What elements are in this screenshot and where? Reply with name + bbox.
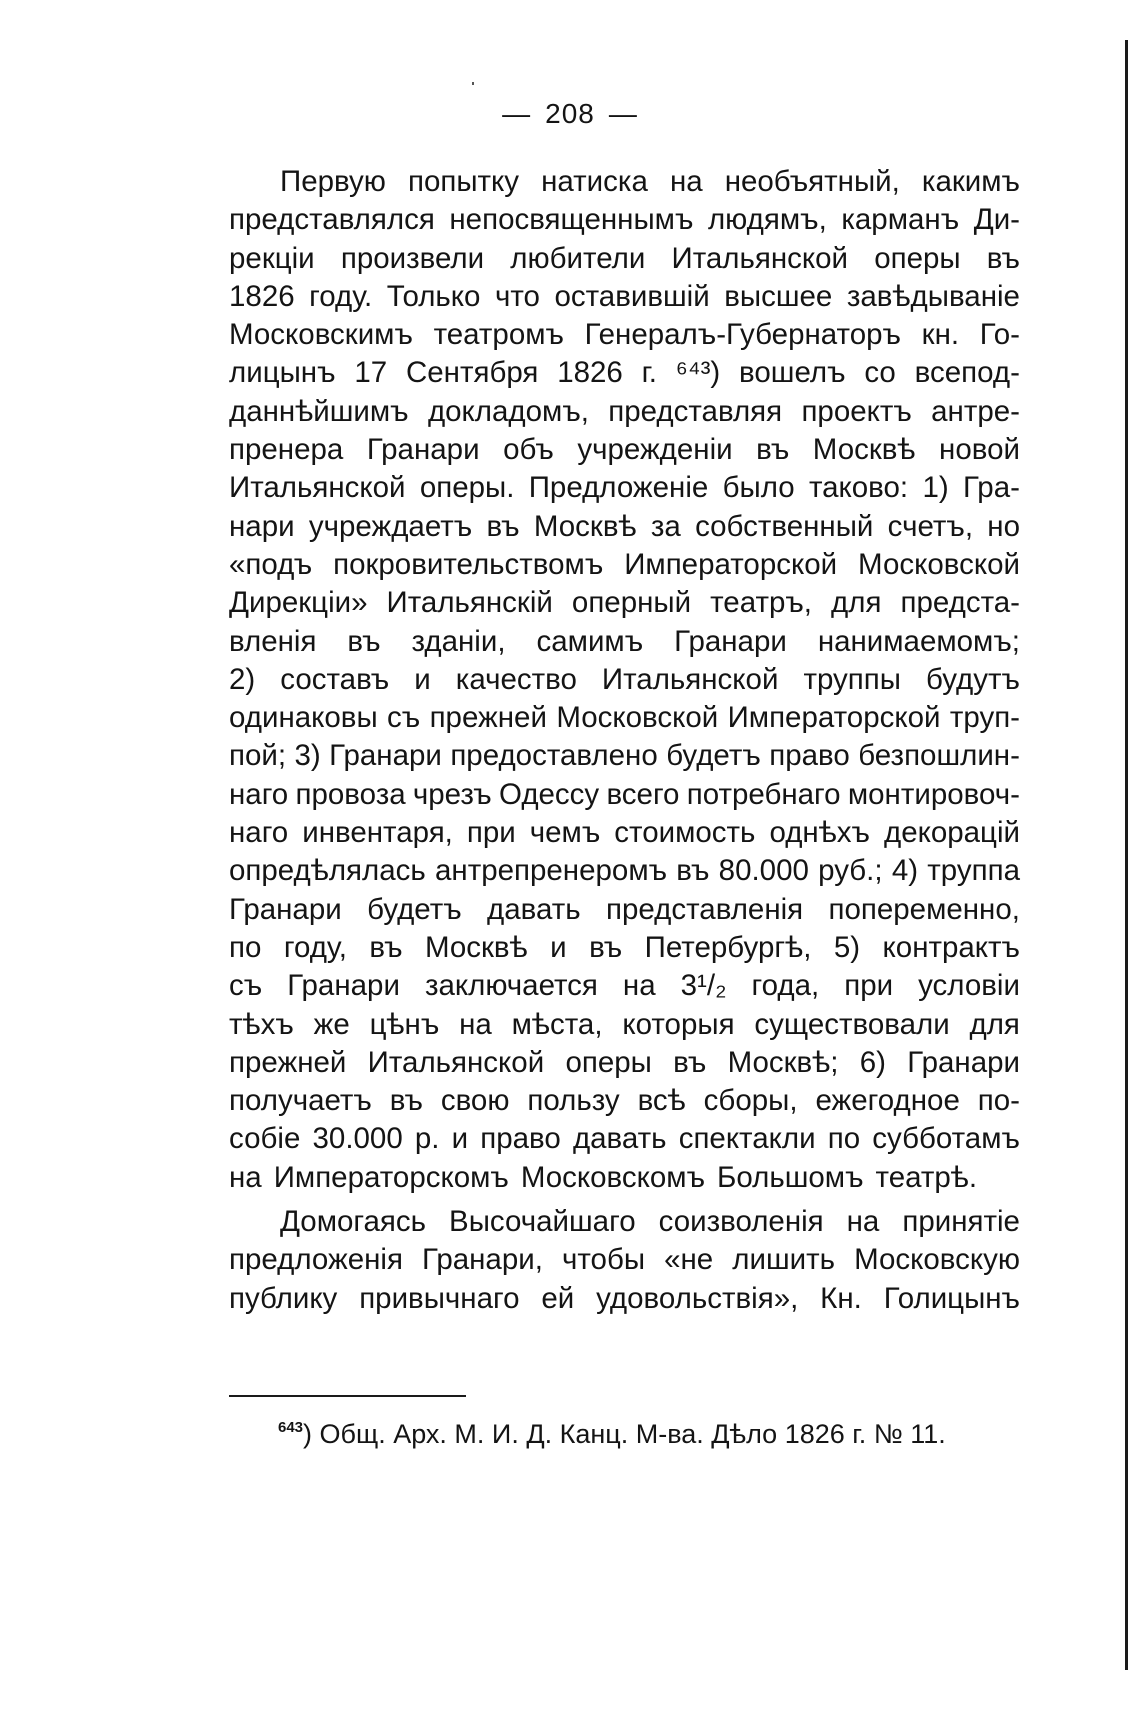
word: представляя [608, 394, 783, 428]
word: наго [229, 777, 289, 811]
word: зданіи, [411, 624, 506, 658]
word: Итальянской [601, 662, 779, 696]
text-line [229, 891, 1020, 929]
text-line [229, 776, 1020, 814]
word: высшее [724, 279, 833, 313]
word: лицынъ [229, 356, 336, 390]
word: представленія [606, 892, 804, 926]
word: Кн. [820, 1281, 862, 1315]
word: оперный [571, 586, 692, 620]
text-line [229, 393, 1020, 431]
text-line [229, 316, 1020, 354]
word: пользу [527, 1084, 620, 1118]
word: Гранари [907, 1045, 1020, 1079]
word: предста- [900, 586, 1020, 620]
word: въ [486, 509, 520, 543]
text-line [229, 1006, 1020, 1044]
word: цѣнъ [369, 1007, 440, 1041]
word: 1) [922, 471, 949, 505]
word: съ [229, 969, 263, 1003]
word: оперы [565, 1045, 652, 1079]
word: пой; [229, 739, 287, 773]
word: Москвѣ [424, 930, 528, 964]
word: на [229, 1160, 262, 1194]
word: Итальянской [229, 471, 406, 505]
word: новой [939, 433, 1020, 467]
word: представлялся [229, 203, 435, 237]
word: всего [606, 777, 680, 811]
word: право [480, 1122, 561, 1156]
word: прежней [429, 701, 547, 735]
word: «подъ [229, 547, 313, 581]
word: 6) [859, 1045, 886, 1079]
scan-edge-line [1125, 40, 1128, 1670]
word: что [494, 279, 540, 313]
word: составъ [280, 662, 390, 696]
word: ⁶⁴³) [675, 356, 721, 390]
text-line [229, 737, 1020, 775]
word: Итальянскій [386, 586, 553, 620]
word: наго [229, 816, 289, 850]
word: проектъ [801, 394, 912, 428]
word: Петербургѣ, [644, 930, 812, 964]
word: Императорской [727, 701, 941, 735]
text-line [229, 201, 1020, 239]
word: сборы, [703, 1084, 798, 1118]
text-line [229, 1120, 1020, 1158]
word: оперы. [419, 471, 515, 505]
word: по [827, 1122, 861, 1156]
word: Гранари [366, 433, 480, 467]
word: ей [541, 1281, 575, 1315]
word: 17 [354, 356, 388, 390]
word: Голицынъ [883, 1281, 1020, 1315]
word: въ [589, 930, 623, 964]
word: Москвѣ [533, 509, 637, 543]
word: Дирекціи» [229, 586, 368, 620]
word: учреждаетъ [308, 509, 473, 543]
word: право [769, 739, 850, 773]
word: чтобы [561, 1243, 646, 1277]
word: по [229, 930, 262, 964]
word: театромъ [433, 318, 564, 352]
word: году. [309, 279, 373, 313]
word: со [864, 356, 896, 390]
word: учрежденіи [577, 433, 733, 467]
word: провоза [295, 777, 406, 811]
word: 4) [891, 854, 919, 888]
page-number [0, 98, 1140, 130]
word: же [313, 1007, 350, 1041]
word: Московскую [854, 1243, 1020, 1277]
word: Го- [979, 318, 1020, 352]
text-line [229, 1044, 1020, 1082]
word: вленія [229, 624, 317, 658]
footnote-marker: 643 [278, 1419, 304, 1436]
word: на [846, 1205, 880, 1239]
text-line [229, 469, 1020, 507]
word: пренера [229, 433, 344, 467]
word: 1826 [557, 356, 623, 390]
word: Гранари, [422, 1243, 543, 1277]
word: публику [229, 1281, 338, 1315]
text-line [229, 1203, 1020, 1241]
text-line [229, 699, 1020, 737]
word: заключается [424, 969, 598, 1003]
word: спектакли [678, 1122, 816, 1156]
word: за [650, 509, 681, 543]
word: Гранари [287, 969, 400, 1003]
word: собіе [229, 1122, 301, 1156]
word: оперы [874, 241, 961, 275]
word: съ [387, 701, 421, 735]
word: покровительствомъ [333, 547, 604, 581]
word: какимъ [921, 165, 1020, 198]
word: натиска [541, 165, 648, 198]
word: Предложеніе [528, 471, 709, 505]
word: любители [510, 241, 646, 275]
word: на [459, 1007, 492, 1041]
word: Гранари [229, 892, 342, 926]
word: въ [676, 854, 710, 888]
word: потребнаго [686, 777, 841, 811]
word: будутъ [926, 662, 1020, 696]
word: Гранари [674, 624, 787, 658]
word: Москвѣ; [727, 1045, 839, 1079]
word: собственный [695, 509, 874, 543]
word: инвентаря, [302, 816, 453, 850]
word: монтировоч- [847, 777, 1020, 811]
word: Ди- [973, 203, 1020, 237]
word: для [969, 1007, 1020, 1041]
text-line [229, 546, 1020, 584]
text-line [229, 163, 1020, 201]
word: Одессу [499, 777, 600, 811]
word: Гра- [962, 471, 1020, 505]
word: будетъ [666, 739, 761, 773]
word: Высочайшаго [449, 1205, 636, 1239]
footnote [278, 1408, 946, 1454]
word: которыя [622, 1007, 735, 1041]
word: лишить [732, 1243, 835, 1277]
footnote-separator [229, 1395, 466, 1397]
word: свою [440, 1084, 510, 1118]
page-number-dash-left: — [502, 98, 532, 129]
word: предоставлено [450, 739, 658, 773]
word: тѣхъ [229, 1007, 294, 1041]
paragraph-1 [229, 163, 1020, 1197]
word: Гранари [329, 739, 442, 773]
word: людямъ, [707, 203, 827, 237]
word: Итальянской [671, 241, 849, 275]
page-number-value: 208 [545, 98, 595, 129]
word: по- [977, 1084, 1020, 1118]
word: необъятный, [724, 165, 900, 198]
word: Только [386, 279, 481, 313]
word: оставившій [554, 279, 710, 313]
paragraph-2 [229, 1203, 1020, 1318]
word: года, [751, 969, 820, 1003]
word: въ [986, 241, 1020, 275]
word: Сентября [405, 356, 539, 390]
word: прежней [229, 1045, 347, 1079]
word: на [622, 969, 656, 1003]
word: субботамъ [872, 1122, 1020, 1156]
text-line [229, 431, 1020, 469]
word: г. [641, 356, 657, 390]
word: будетъ [367, 892, 462, 926]
word: предложенія [229, 1243, 403, 1277]
text-line [229, 354, 1020, 392]
main-text [229, 163, 1020, 1318]
word: и [414, 662, 431, 696]
word: «не [664, 1243, 714, 1277]
word: 2) [229, 662, 256, 696]
word: въ [756, 433, 790, 467]
word: Генералъ-Губернаторъ [584, 318, 901, 352]
word: условіи [918, 969, 1020, 1003]
word: труппы [803, 662, 901, 696]
text-line [229, 278, 1020, 316]
word: получаетъ [229, 1084, 372, 1118]
word: 80.000 [718, 854, 809, 888]
scan-speck [472, 82, 474, 85]
text-line [229, 814, 1020, 852]
word: на [669, 165, 703, 198]
word: таково: [808, 471, 909, 505]
word: стоимость [614, 816, 756, 850]
word: Императорскомъ [273, 1160, 509, 1194]
word: чемъ [529, 816, 601, 850]
word: качество [455, 662, 577, 696]
word: попытку [407, 165, 520, 198]
text-line [229, 929, 1020, 967]
word: всѣ [637, 1084, 686, 1118]
word: даннѣйшимъ [229, 394, 409, 428]
word: однѣхъ [769, 816, 870, 850]
word: принятіе [902, 1205, 1020, 1239]
word: Итальянской [367, 1045, 545, 1079]
word: 1826 [229, 279, 295, 313]
word: кн. [921, 318, 960, 352]
word: самимъ [536, 624, 644, 658]
word: привычнаго [359, 1281, 520, 1315]
word: 3¹/₂ [680, 969, 727, 1003]
word: было [722, 471, 795, 505]
word: при [466, 816, 516, 850]
text-line [229, 661, 1020, 699]
word: опредѣлялась [229, 854, 426, 888]
word: антре- [931, 394, 1020, 428]
word: одинаковы [229, 701, 378, 735]
word: 3) [294, 739, 321, 773]
word: Московской [858, 547, 1020, 581]
word: въ [389, 1084, 423, 1118]
word: для [831, 586, 882, 620]
text-line [229, 623, 1020, 661]
word: существовали [754, 1007, 950, 1041]
word: нари [229, 509, 295, 543]
word: вошелъ [739, 356, 846, 390]
word: при [844, 969, 894, 1003]
word: счетъ, [887, 509, 974, 543]
word: театрѣ. [875, 1160, 978, 1194]
word: руб.; [818, 854, 883, 888]
word: Московскимъ [229, 318, 413, 352]
word: всепод- [914, 356, 1020, 390]
word: театръ, [710, 586, 813, 620]
word: безпошлин- [858, 739, 1020, 773]
word: въ [369, 930, 403, 964]
word: давать [487, 892, 581, 926]
text-line [229, 852, 1020, 890]
word: въ [673, 1045, 707, 1079]
text-line [229, 1280, 1020, 1318]
word: Московской [556, 701, 719, 735]
word: декорацій [883, 816, 1020, 850]
word: удовольствія», [596, 1281, 799, 1315]
word: Первую [280, 165, 386, 198]
word: Москвѣ [812, 433, 916, 467]
word: чрезъ [412, 777, 492, 811]
text-line [229, 584, 1020, 622]
text-line [229, 240, 1020, 278]
text-line [229, 1159, 1020, 1197]
text-line [229, 1082, 1020, 1120]
word: труппа [927, 854, 1020, 888]
word: антрепренеромъ [435, 854, 668, 888]
word: непосвященнымъ [449, 203, 694, 237]
word: и [451, 1122, 469, 1156]
footnote-text: ) Общ. Арх. М. И. Д. Канц. М-ва. Дѣло 1826 г. № 11. [303, 1419, 946, 1449]
word: завѣдываніе [846, 279, 1020, 313]
text-line [229, 508, 1020, 546]
word: докладомъ, [427, 394, 589, 428]
word: карманъ [841, 203, 960, 237]
word: и [550, 930, 567, 964]
word: ежегодное [815, 1084, 960, 1118]
word: Московскомъ [520, 1160, 706, 1194]
word: мѣста, [511, 1007, 603, 1041]
word: рекціи [229, 241, 315, 275]
word: Большомъ [717, 1160, 864, 1194]
word: но [987, 509, 1020, 543]
word: нанимаемомъ; [817, 624, 1020, 658]
text-line [229, 967, 1020, 1005]
word: Императорской [624, 547, 838, 581]
text-line [229, 1241, 1020, 1279]
word: году, [283, 930, 347, 964]
word: объ [503, 433, 554, 467]
word: давать [572, 1122, 667, 1156]
word: попеременно, [828, 892, 1020, 926]
word: труп- [949, 701, 1020, 735]
page-number-dash-right: — [608, 98, 638, 129]
word: 5) [833, 930, 861, 964]
word: соизволенія [658, 1205, 824, 1239]
word: произвели [340, 241, 485, 275]
word: въ [347, 624, 381, 658]
word: 30.000 [312, 1122, 403, 1156]
word: Домогаясь [280, 1205, 427, 1239]
word: контрактъ [882, 930, 1020, 964]
word: р. [414, 1122, 440, 1156]
